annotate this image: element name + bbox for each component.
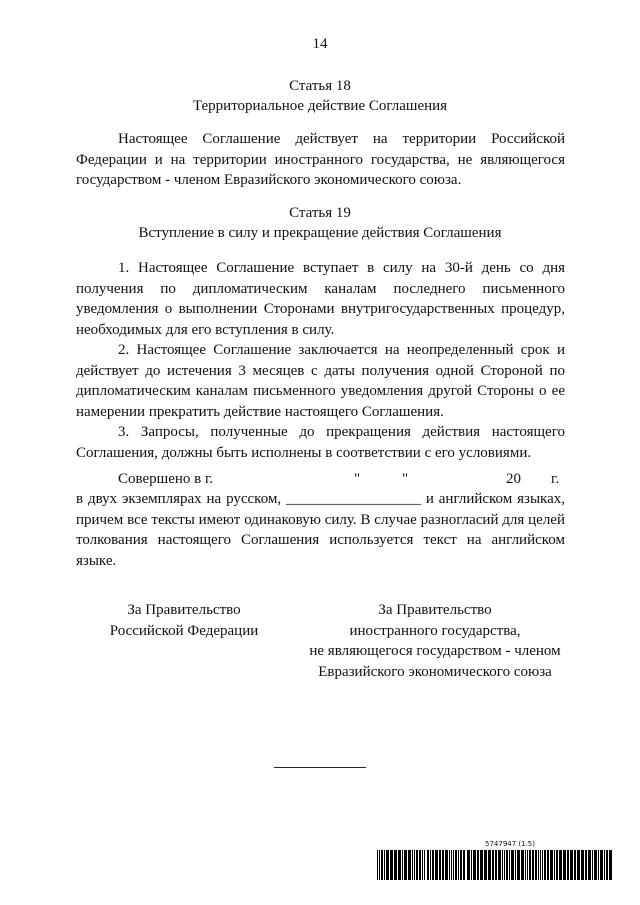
end-of-document-rule xyxy=(274,767,366,768)
closing-year-suffix: г. xyxy=(551,471,560,487)
signature-foreign-line-1: За Правительство xyxy=(378,602,492,618)
closing-done-at: Совершено в г. xyxy=(118,471,214,487)
signature-russia-line-1: За Правительство xyxy=(127,602,241,618)
signature-foreign-line-3: не являющегося государством - членом xyxy=(309,643,561,659)
article-18-text: Настоящее Соглашение действует на территории Российской Федерации и на территории иностранного государства, не являющегося государством - членом Евразийского экономического союза. xyxy=(76,131,565,188)
closing-year-prefix: 20 xyxy=(506,471,521,487)
article-19-paragraph-3: 3. Запросы, полученные до прекращения действия настоящего Соглашения, должны быть исполнены в соответствии с его условиями. xyxy=(76,424,565,461)
barcode-block xyxy=(377,840,613,882)
closing-text: в двух экземплярах на русском, __________________ и английском языках, причем все тексты имеют одинаковую силу. В случае разногласий для целей толкования настоящего Соглашения используется текст на английском языке. xyxy=(76,491,565,569)
barcode-icon xyxy=(377,850,613,880)
closing-quote-open: " xyxy=(354,471,361,487)
article-19-paragraph-1: 1. Настоящее Соглашение вступает в силу на 30-й день со дня получения по дипломатическим каналам последнего письменного уведомления о выполнении Сторонами внутригосударственных процедур, необходимых для его вступления в силу. xyxy=(76,260,565,338)
signature-foreign-state xyxy=(290,600,580,682)
article-19-number: Статья 19 xyxy=(289,205,351,221)
page-number: 14 xyxy=(312,36,328,52)
article-18-number: Статья 18 xyxy=(289,78,351,94)
closing-quote-close: " xyxy=(402,471,409,487)
signature-russia-line-2: Российской Федерации xyxy=(109,622,259,639)
signature-foreign-line-4: Евразийского экономического союза xyxy=(318,663,552,680)
article-19-paragraph-2: 2. Настоящее Соглашение заключается на неопределенный срок и действует до истечения 3 месяцев с даты получения одной Стороной по дипломатическим каналам письменного уведомления другой Стороны о ее намерении прекратить действие настоящего Соглашения. xyxy=(76,342,565,420)
signature-russia xyxy=(84,600,284,641)
article-18-title: Территориальное действие Соглашения xyxy=(192,98,448,114)
article-19-title: Вступление в силу и прекращение действия Соглашения xyxy=(138,225,502,241)
signature-foreign-line-2: иностранного государства, xyxy=(349,622,521,639)
barcode-number: 5747947 (1.5) xyxy=(485,840,535,848)
